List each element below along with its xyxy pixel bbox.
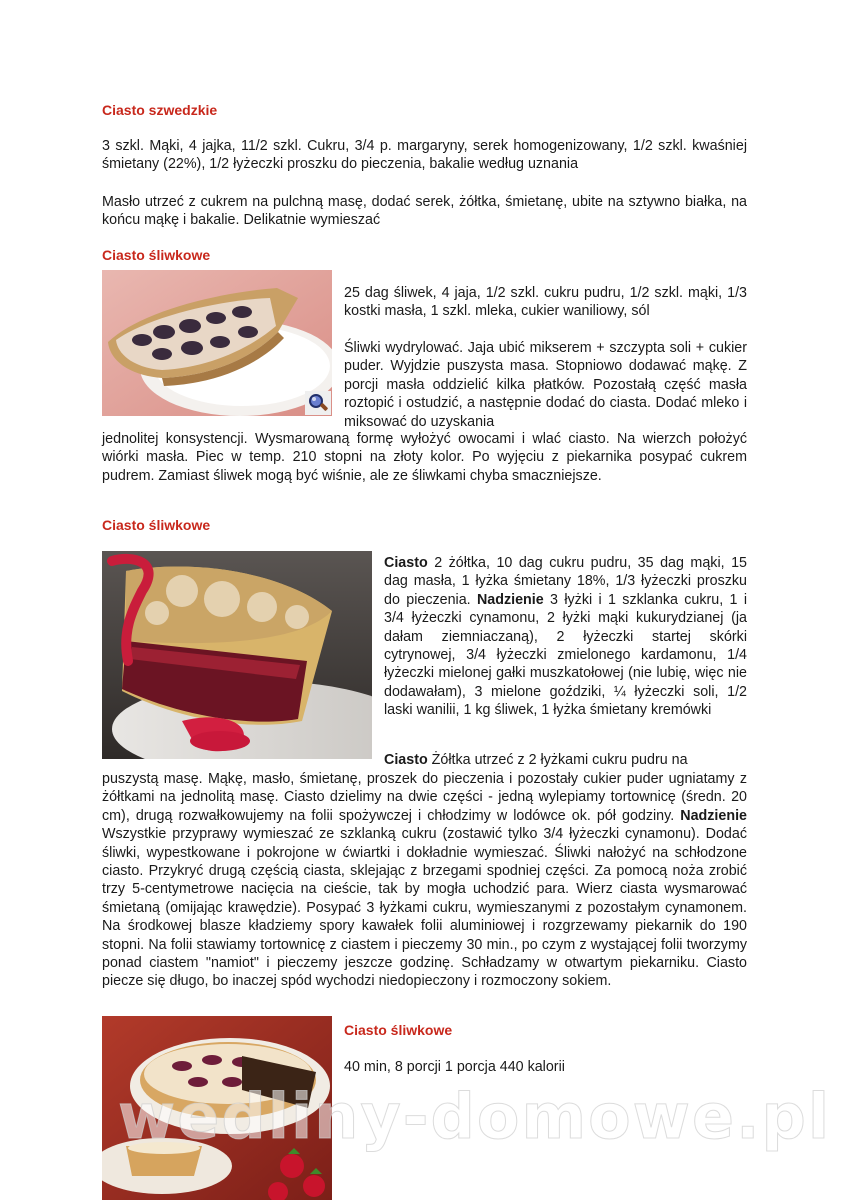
- method-ciasto-sliwkowe-1-part2: jednolitej konsystencji. Wysmarowaną formę wyłożyć owocami i wlać ciasto. Na wierzch położyć wiórki masła. Piec w temp. 210 stopni na złoty kolor. Po wyjęciu z piekarnika posypać cukrem pudrem. Zamiast śliwek mogą być wiśnie, ale ze śliwkami chyba smaczniejsze.: [102, 431, 747, 484]
- ingredients-ciasto-sliwkowe-1: 25 dag śliwek, 4 jaja, 1/2 szkl. cukru pudru, 1/2 szkl. mąki, 1/3 kostki masła, 1 szkl. mleka, cukier waniliowy, sól: [344, 285, 747, 320]
- ingredients-ciasto-sliwkowe-2: [384, 554, 747, 720]
- ingredients-filling-text: 3 łyżki i 1 szklanka cukru, 1 i 3/4 łyżeczki cynamonu, 2 łyżki mąki kukurydzianej (ja dałam ziemniaczaną), 2 łyżeczki startej skórki cytrynowej, 3/4 łyżeczki zmielonego kardamonu, 1/4 łyżeczki mielonej gałki muszkatołowej (nie lubię, więc nie dodawałam), 3 mielone goździki, ¼ łyżeczki soli, 1/2 laski wanilii, 1 kg śliwek, 1 łyżka śmietany kremówki: [384, 591, 747, 719]
- label-nadzienie: Nadzienie: [476, 591, 544, 608]
- label-ciasto: Ciasto: [384, 555, 428, 571]
- method-ciasto-sliwkowe-2-first-line: [384, 751, 747, 769]
- recipe-title-ciasto-sliwkowe-3: Ciasto śliwkowe: [344, 1022, 453, 1038]
- recipe-info-ciasto-sliwkowe-3: 40 min, 8 porcji 1 porcja 440 kalorii: [344, 1059, 565, 1075]
- recipe-title-ciasto-sliwkowe-2: Ciasto śliwkowe: [102, 517, 211, 533]
- method-ciasto-sliwkowe-2: [102, 770, 747, 991]
- plum-tart-on-plate-photo: [102, 270, 332, 416]
- ingredients-dough-text: 2 żółtka, 10 dag cukru pudru, 35 dag mąki, 15 dag masła, 1 łyżka śmietany 18%, 1/3 łyżeczki proszku do pieczenia.: [384, 555, 747, 608]
- method-filling-text: Wszystkie przyprawy wymieszać ze szklanką cukru (zostawić tylko 3/4 łyżeczki cynamonu). Dodać śliwki, wypestkowane i pokrojone w ćwiartki i dokładnie wymieszać. Śliwki nałożyć na schłodzone ciasto. Przykryć drugą częścią ciasta, sklejając z brzegami spodniej części. Za pomocą noża zrobić trzy 5-centymetrowe nacięcia na cieście, tak by mogła uchodzić para. Wierz ciasta wysmarować śmietaną (omijając krawędzie). Posypać 3 łyżkami cukru, wymieszanymi z pozostałym cynamonem. Na środkowej blasze kładziemy spory kawałek folii aluminiowej i rozgrzewamy piekarnik do 190 stopni. Na folii stawiamy tortownicę z ciastem i pieczemy 30 min., po czym z wystającej folii tworzymy ponad ciastem "namiot" i pieczemy jeszcze godzinę. Schładzamy w otwartym piekarniku. Ciasto piecze się długo, bo inaczej spód wychodzi niedopieczony i rozmoczony sokiem.: [102, 826, 747, 990]
- method-label-nadzienie: Nadzienie: [680, 807, 747, 824]
- method-first-line-text: Żółtka utrzeć z 2 łyżkami cukru pudru na: [427, 752, 688, 768]
- site-watermark: wedliny-domowe.pl: [118, 1080, 832, 1153]
- magnifier-icon[interactable]: [305, 391, 331, 415]
- plum-pie-slice-photo: [102, 551, 372, 759]
- method-ciasto-szwedzkie: Masło utrzeć z cukrem na pulchną masę, dodać serek, żółtka, śmietanę, ubite na sztywno białka, na końcu mąkę i bakalie. Delikatnie wymieszać: [102, 194, 747, 229]
- recipe-title-ciasto-szwedzkie: Ciasto szwedzkie: [102, 102, 218, 118]
- method-dough-text: puszystą masę. Mąkę, masło, śmietanę, proszek do pieczenia i pozostały cukier puder ugniatamy z żółtkami na jednolitą masę. Ciasto dzielimy na dwie części - jedną wylepiamy tortownicę (średn. 20 cm), drugą rozwałkowujemy na folii spożywczej i chłodzimy w lodówce ok. pół godziny.: [102, 771, 747, 824]
- method-label-ciasto: Ciasto: [384, 752, 428, 768]
- ingredients-ciasto-szwedzkie: 3 szkl. Mąki, 4 jajka, 11/2 szkl. Cukru, 3/4 p. margaryny, serek homogenizowany, 1/2 szkl. kwaśniej śmietany (22%), 1/2 łyżeczki proszku do pieczenia, bakalie według uznania: [102, 138, 747, 173]
- method-ciasto-sliwkowe-1-part1: Śliwki wydrylować. Jaja ubić mikserem + szczypta soli + cukier puder. Wyjdzie puszysta masa. Stopniowo dodawać mąkę. Z porcji masła oddzielić kilka płatków. Pozostałą część masła roztopić i ostudzić, a następnie dodać do ciasta. Dodać mleko i miksować do uzyskania: [344, 340, 747, 430]
- recipe-title-ciasto-sliwkowe-1: Ciasto śliwkowe: [102, 247, 211, 263]
